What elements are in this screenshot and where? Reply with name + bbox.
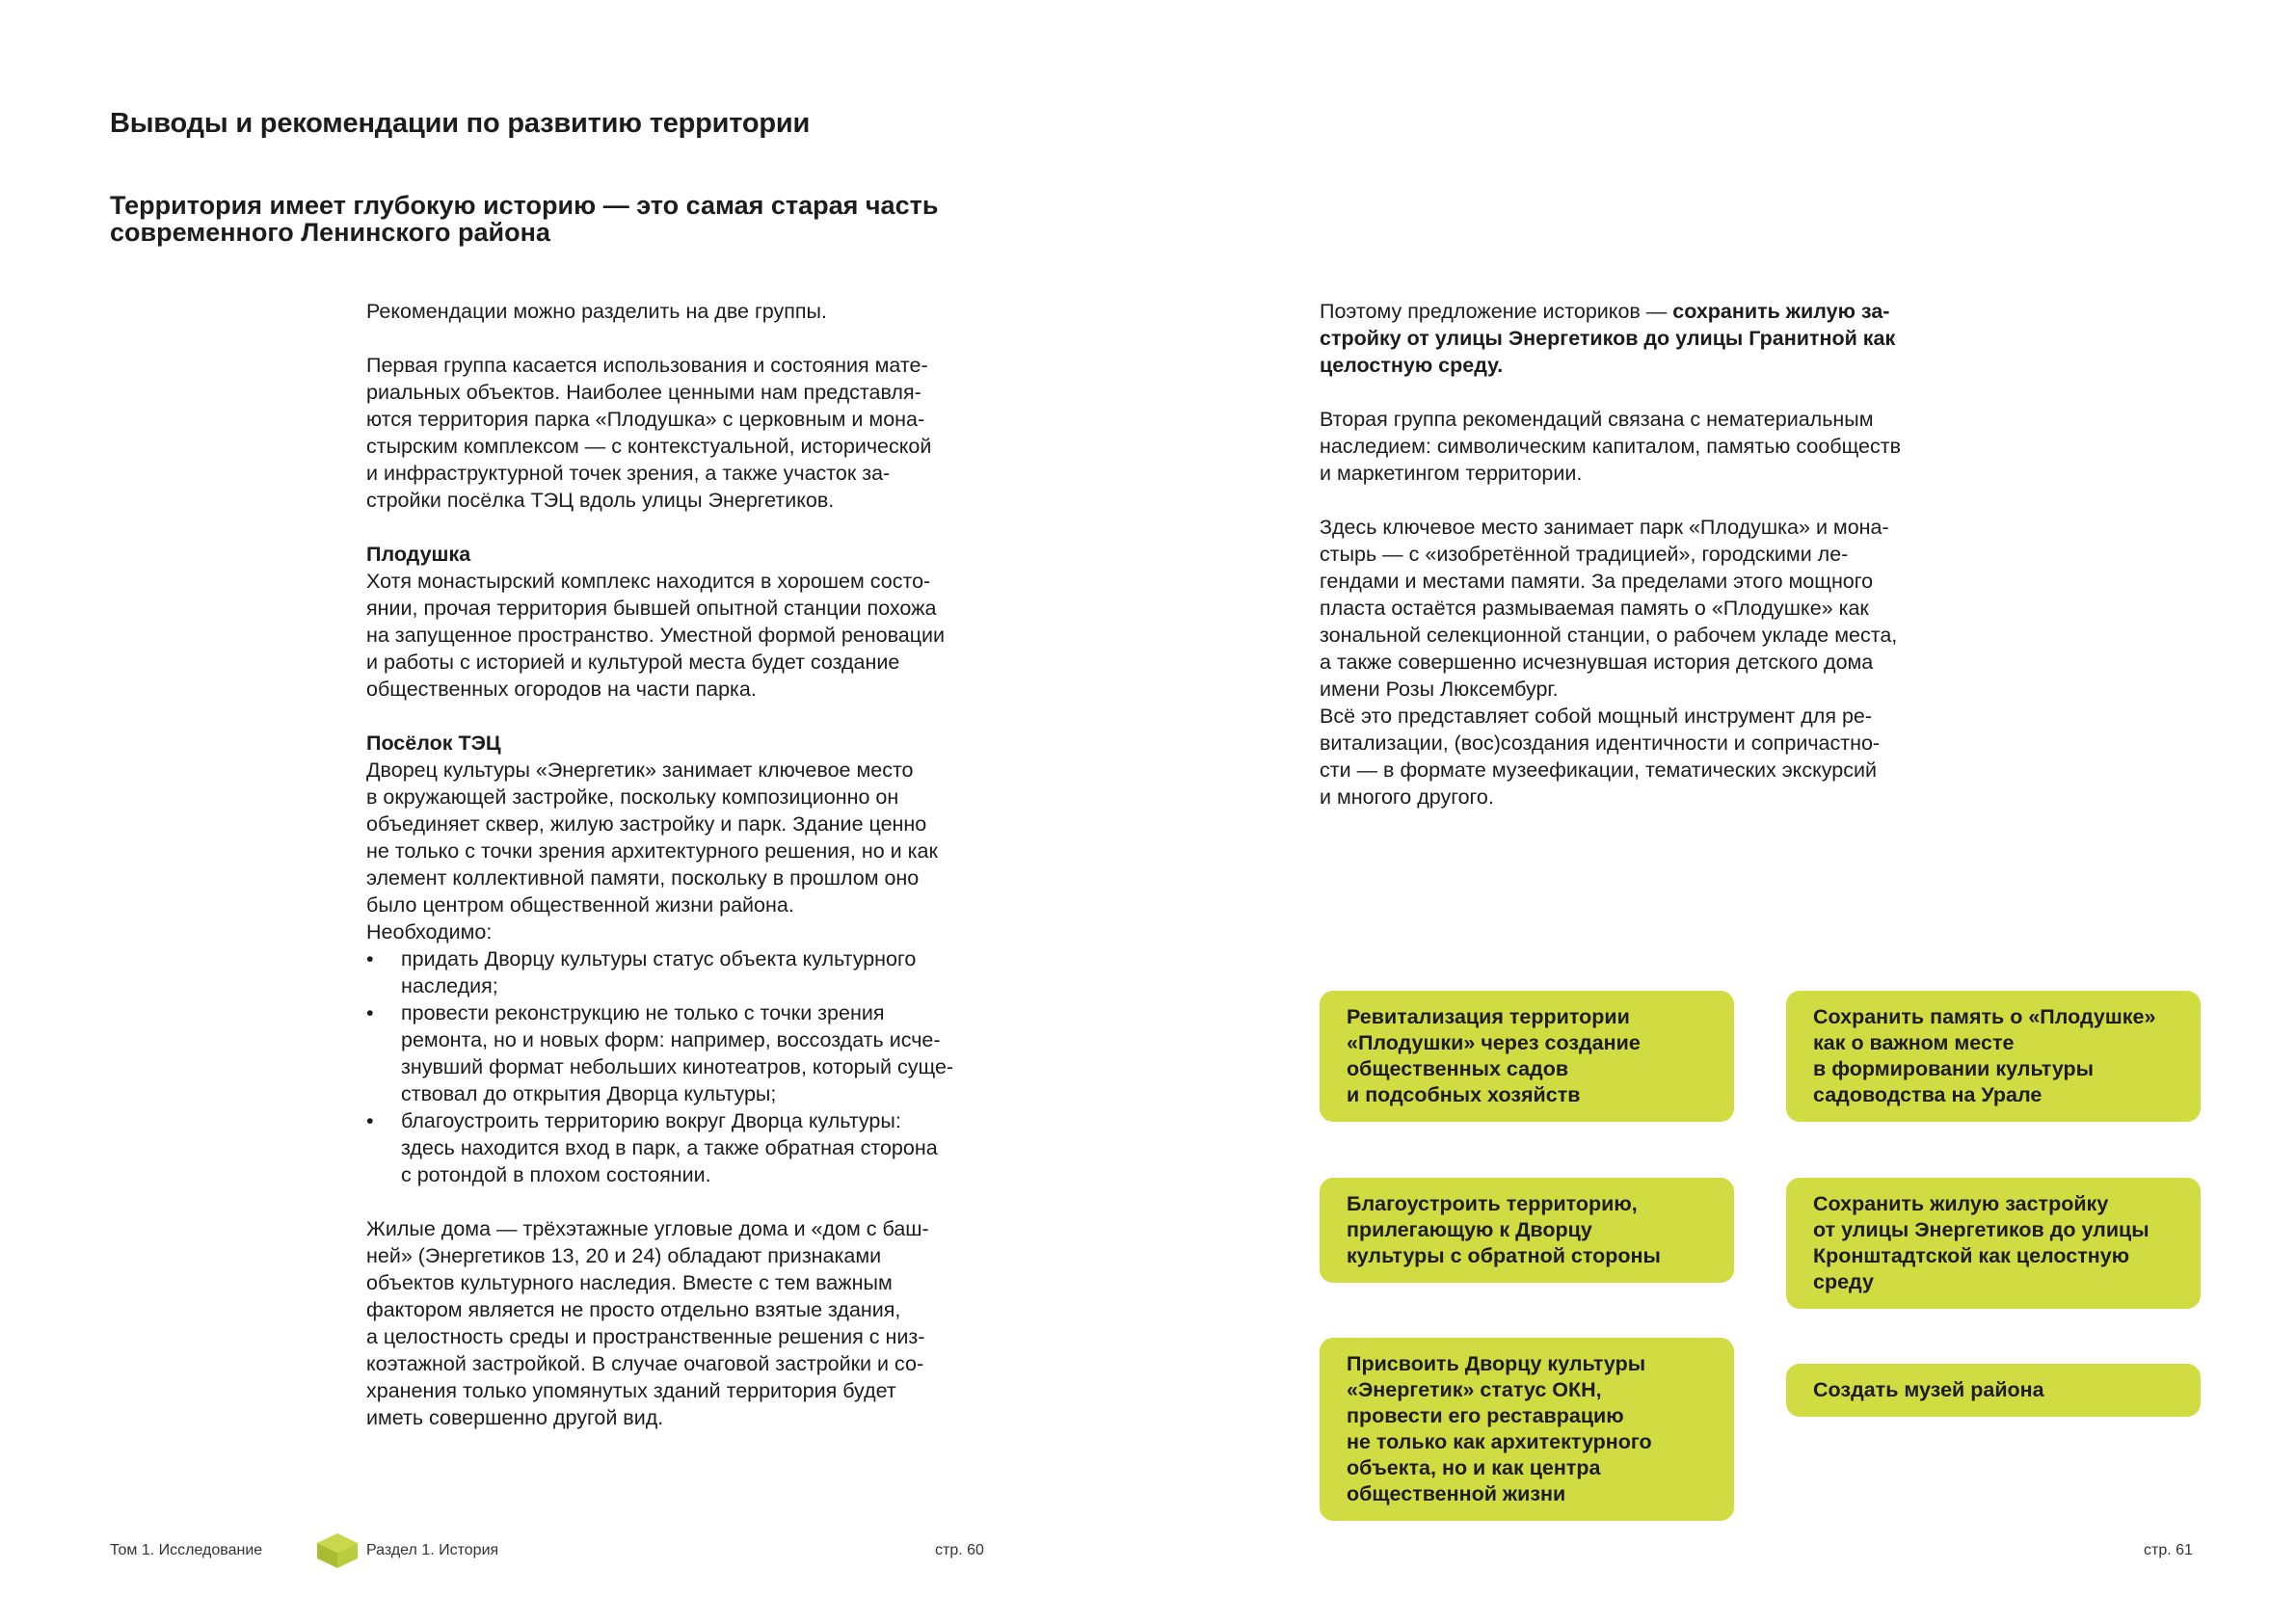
card-line: Ревитализация территории [1347, 1005, 1630, 1028]
text-line: стройки посёлка ТЭЦ вдоль улицы Энергетиков. [366, 489, 835, 512]
proposal-emphasis: сохранить жилую за- [1672, 300, 1890, 323]
text-line: и инфраструктурной точек зрения, а также участок за- [366, 462, 891, 485]
tec-heading: Посёлок ТЭЦ [366, 732, 501, 755]
group2-paragraph [1320, 406, 1946, 487]
subtitle-line: современного Ленинского района [110, 218, 550, 247]
card-line: Создать музей района [1813, 1378, 2044, 1401]
text-line: Хотя монастырский комплекс находится в хорошем состо- [366, 570, 931, 593]
text-line: Жилые дома — трёхэтажные угловые дома и «дом с баш- [366, 1217, 929, 1240]
text-line: ремонта, но и новых форм: например, воссоздать исче- [401, 1028, 941, 1051]
card-line: в формировании культуры [1813, 1057, 2095, 1080]
card-line: Сохранить жилую застройку [1813, 1192, 2109, 1215]
recommendation-card-memory [1786, 991, 2201, 1122]
card-line: культуры с обратной стороны [1347, 1244, 1661, 1267]
text-line: знувший формат небольших кинотеатров, который суще- [401, 1055, 954, 1078]
text-line: Вторая группа рекомендаций связана с нематериальным [1320, 408, 1874, 431]
recommendation-card-revitalization [1320, 991, 1734, 1122]
proposal-emphasis: целостную среду. [1320, 354, 1504, 377]
card-line: прилегающую к Дворцу [1347, 1218, 1592, 1241]
card-line: провести его реставрацию [1347, 1404, 1624, 1427]
text-line: риальных объектов. Наиболее ценными нам представля- [366, 381, 921, 404]
text-line: иметь совершенно другой вид. [366, 1406, 664, 1429]
text-line: было центром общественной жизни района. [366, 893, 794, 917]
card-line: садоводства на Урале [1813, 1083, 2042, 1106]
card-line: среду [1813, 1270, 1874, 1293]
list-item [366, 945, 993, 999]
card-line: и подсобных хозяйств [1347, 1083, 1581, 1106]
text-line: Первая группа касается использования и состояния мате- [366, 354, 928, 377]
page-number-right: стр. 61 [2144, 1542, 2193, 1558]
text-line: • благоустроить территорию вокруг Дворца культуры: [401, 1109, 901, 1132]
text-line: на запущенное пространство. Уместной формой реновации [366, 624, 946, 647]
card-line: «Плодушки» через создание [1347, 1031, 1641, 1054]
section-subtitle [110, 192, 958, 246]
text-line: фактором является не просто отдельно взятые здания, [366, 1298, 901, 1321]
text-line: ствовал до открытия Дворца культуры; [401, 1082, 777, 1105]
key-place-paragraph [1320, 514, 1946, 811]
tec-bullet-list [366, 945, 993, 1188]
text-line [1320, 298, 1946, 325]
proposal-paragraph [1320, 298, 1946, 379]
group1-paragraph [366, 352, 993, 514]
recommendation-card-okn-status [1320, 1338, 1734, 1521]
subtitle-line: Территория имеет глубокую историю — это самая старая часть [110, 191, 939, 220]
recommendation-card-housing [1786, 1178, 2201, 1309]
tec-paragraph [366, 757, 993, 945]
text-line: зональной селекционной станции, о рабочем укладе места, [1320, 624, 1898, 647]
card-line: Присвоить Дворцу культуры [1347, 1352, 1646, 1375]
text-line: Дворец культуры «Энергетик» занимает ключевое место [366, 758, 914, 782]
text-line: и маркетингом территории. [1320, 462, 1583, 485]
card-line: Кронштадтской как целостную [1813, 1244, 2130, 1267]
card-line: общественных садов [1347, 1057, 1569, 1080]
text-line: объединяет сквер, жилую застройку и парк. Здание ценно [366, 812, 927, 836]
text-line: элемент коллективной памяти, поскольку в прошлом оно [366, 866, 920, 890]
text-line: а целостность среды и пространственные решения с низ- [366, 1325, 925, 1348]
list-item [366, 1107, 993, 1188]
card-line: «Энергетик» статус ОКН, [1347, 1378, 1602, 1401]
text-line: Здесь ключевое место занимает парк «Плодушка» и мона- [1320, 516, 1889, 539]
text-line: наследием: символическим капиталом, памятью сообществ [1320, 435, 1902, 458]
card-line: объекта, но и как центра [1347, 1456, 1601, 1479]
card-line: общественной жизни [1347, 1482, 1566, 1505]
footer-volume: Том 1. Исследование [110, 1542, 263, 1558]
text-line: гендами и местами памяти. За пределами этого мощного [1320, 570, 1874, 593]
plodushka-heading: Плодушка [366, 543, 471, 566]
text-line: ней» (Энергетиков 13, 20 и 24) обладают признаками [366, 1244, 882, 1267]
text-line: не только с точки зрения архитектурного решения, но и как [366, 839, 938, 863]
page-number-left: стр. 60 [935, 1542, 984, 1558]
houses-paragraph [366, 1215, 993, 1431]
text-line: Необходимо: [366, 920, 493, 944]
plodushka-paragraph [366, 568, 993, 703]
text-line: в окружающей застройке, поскольку композиционно он [366, 785, 899, 809]
text-line: пласта остаётся размываемая память о «Плодушке» как [1320, 597, 1869, 620]
text-line: с ротондой в плохом состоянии. [401, 1163, 711, 1186]
text-line: • придать Дворцу культуры статус объекта культурного [401, 947, 917, 971]
text-line: хранения только упомянутых зданий территория будет [366, 1379, 896, 1402]
card-line: не только как архитектурного [1347, 1430, 1652, 1453]
text-line: наследия; [401, 974, 498, 998]
list-item [366, 999, 993, 1107]
card-line: Благоустроить территорию, [1347, 1192, 1638, 1215]
text-line: сти — в формате музеефикации, тематических экскурсий [1320, 758, 1877, 782]
text-line: и работы с историей и культурой места будет создание [366, 651, 900, 674]
footer-section: Раздел 1. История [366, 1542, 499, 1558]
recommendation-card-museum [1786, 1364, 2201, 1417]
text-line: стырским комплексом — с контекстуальной, исторической [366, 435, 932, 458]
text-line: здесь находится вход в парк, а также обратная сторона [401, 1136, 938, 1159]
card-line: как о важном месте [1813, 1031, 2015, 1054]
page-title: Выводы и рекомендации по развитию территории [110, 108, 811, 139]
proposal-prefix: Поэтому предложение историков — [1320, 300, 1673, 323]
card-line: от улицы Энергетиков до улицы [1813, 1218, 2149, 1241]
left-text-column [366, 298, 993, 1431]
recommendation-card-improvement [1320, 1178, 1734, 1283]
cube-logo-icon [315, 1531, 360, 1570]
proposal-emphasis: стройку от улицы Энергетиков до улицы Гранитной как [1320, 327, 1896, 350]
card-line: Сохранить память о «Плодушке» [1813, 1005, 2156, 1028]
text-line: общественных огородов на части парка. [366, 678, 757, 701]
text-line: объектов культурного наследия. Вместе с тем важным [366, 1271, 893, 1294]
intro-paragraph: Рекомендации можно разделить на две группы. [366, 300, 827, 323]
text-line: а также совершенно исчезнувшая история детского дома [1320, 651, 1874, 674]
text-line: витализации, (вос)создания идентичности и сопричастно- [1320, 732, 1881, 755]
text-line: Всё это представляет собой мощный инструмент для ре- [1320, 705, 1873, 728]
text-line: и многого другого. [1320, 785, 1494, 809]
text-line: стырь — с «изобретённой традицией», городскими ле- [1320, 543, 1849, 566]
text-line: имени Розы Люксембург. [1320, 678, 1559, 701]
text-line: ются территория парка «Плодушка» с церковным и мона- [366, 408, 925, 431]
right-text-column [1320, 298, 1946, 811]
text-line: • провести реконструкцию не только с точки зрения [401, 1001, 885, 1024]
text-line: янии, прочая территория бывшей опытной станции похожа [366, 597, 937, 620]
text-line: коэтажной застройкой. В случае очаговой застройки и со- [366, 1352, 924, 1375]
